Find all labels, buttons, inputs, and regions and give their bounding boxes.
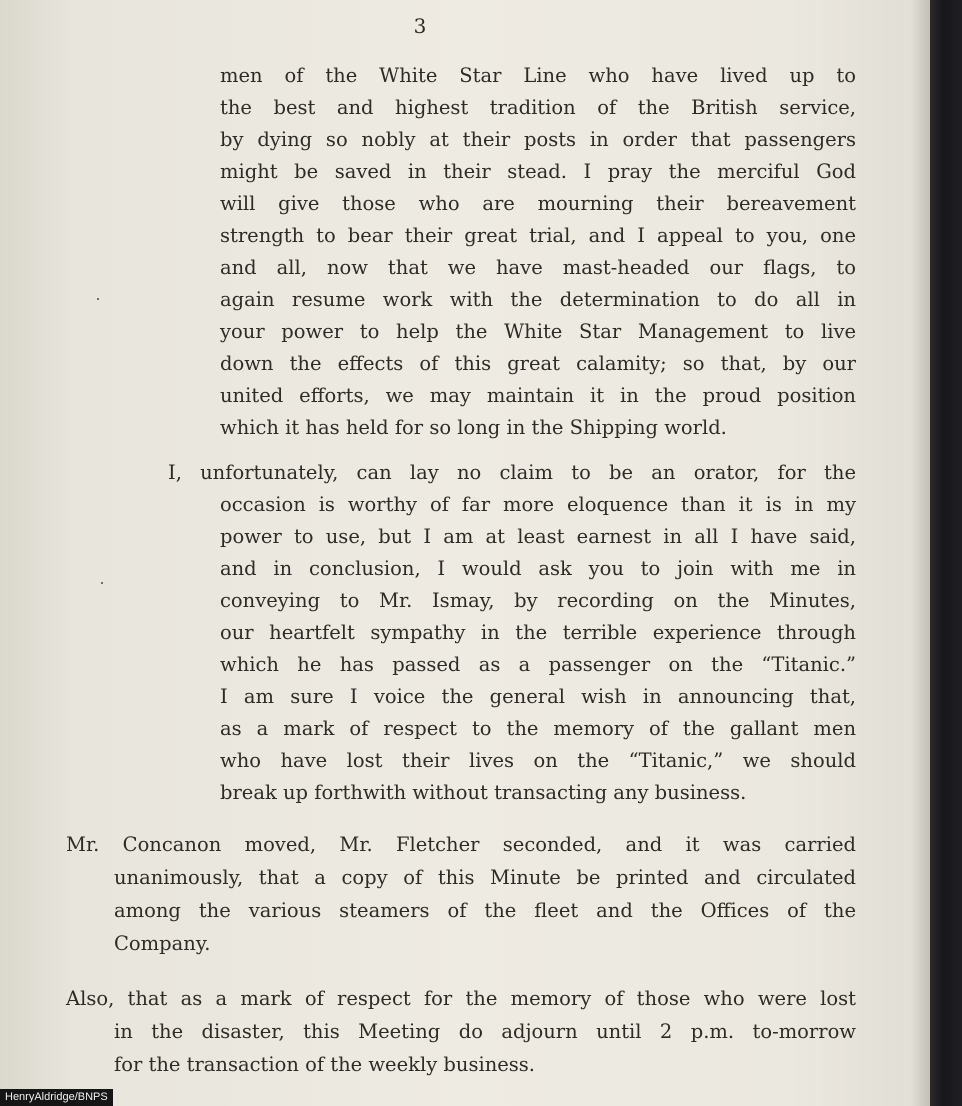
text-line: and in conclusion, I would ask you to join with me in bbox=[220, 557, 856, 580]
text-line: in the disaster, this Meeting do adjourn until 2 p.m. to-morrow bbox=[114, 1020, 856, 1043]
text-line: again resume work with the determination to do all in bbox=[220, 288, 856, 311]
text-line: down the effects of this great calamity; so that, by our bbox=[220, 352, 856, 375]
text-line: will give those who are mourning their bereavement bbox=[220, 192, 856, 215]
text-line: which it has held for so long in the Shipping world. bbox=[220, 416, 727, 439]
text-line: unanimously, that a copy of this Minute be printed and circulated bbox=[114, 866, 856, 889]
text-line: conveying to Mr. Ismay, by recording on the Minutes, bbox=[220, 589, 856, 612]
text-line: who have lost their lives on the “Titanic,” we should bbox=[220, 749, 856, 772]
text-line: strength to bear their great trial, and I appeal to you, one bbox=[220, 224, 856, 247]
text-line: I, unfortunately, can lay no claim to be an orator, for the bbox=[168, 461, 856, 484]
text-line: the best and highest tradition of the British service, bbox=[220, 96, 856, 119]
text-line: might be saved in their stead. I pray the merciful God bbox=[220, 160, 856, 183]
paper-speck bbox=[97, 298, 99, 300]
text-line: Also, that as a mark of respect for the memory of those who were lost bbox=[66, 987, 856, 1010]
page-edge-shadow bbox=[912, 0, 930, 1106]
text-line: among the various steamers of the fleet and the Offices of the bbox=[114, 899, 856, 922]
text-line: power to use, but I am at least earnest in all I have said, bbox=[220, 525, 856, 548]
text-line: and all, now that we have mast-headed our flags, to bbox=[220, 256, 856, 279]
text-line: break up forthwith without transacting any business. bbox=[220, 781, 747, 804]
paper-speck bbox=[101, 582, 103, 584]
text-line: occasion is worthy of far more eloquence than it is in my bbox=[220, 493, 856, 516]
text-line: your power to help the White Star Management to live bbox=[220, 320, 856, 343]
text-line: united efforts, we may maintain it in the proud position bbox=[220, 384, 856, 407]
text-line: as a mark of respect to the memory of the gallant men bbox=[220, 717, 856, 740]
text-line: men of the White Star Line who have lived up to bbox=[220, 64, 856, 87]
text-line: our heartfelt sympathy in the terrible experience through bbox=[220, 621, 856, 644]
book-binding bbox=[930, 0, 962, 1106]
text-line: which he has passed as a passenger on the “Titanic.” bbox=[220, 653, 856, 676]
text-line: Mr. Concanon moved, Mr. Fletcher seconded, and it was carried bbox=[66, 833, 856, 856]
photo-credit: HenryAldridge/BNPS bbox=[0, 1089, 113, 1106]
text-line: Company. bbox=[114, 932, 211, 955]
text-line: I am sure I voice the general wish in announcing that, bbox=[220, 685, 856, 708]
text-line: by dying so nobly at their posts in order that passengers bbox=[220, 128, 856, 151]
page-number: 3 bbox=[413, 14, 427, 38]
text-line: for the transaction of the weekly business. bbox=[114, 1053, 536, 1076]
